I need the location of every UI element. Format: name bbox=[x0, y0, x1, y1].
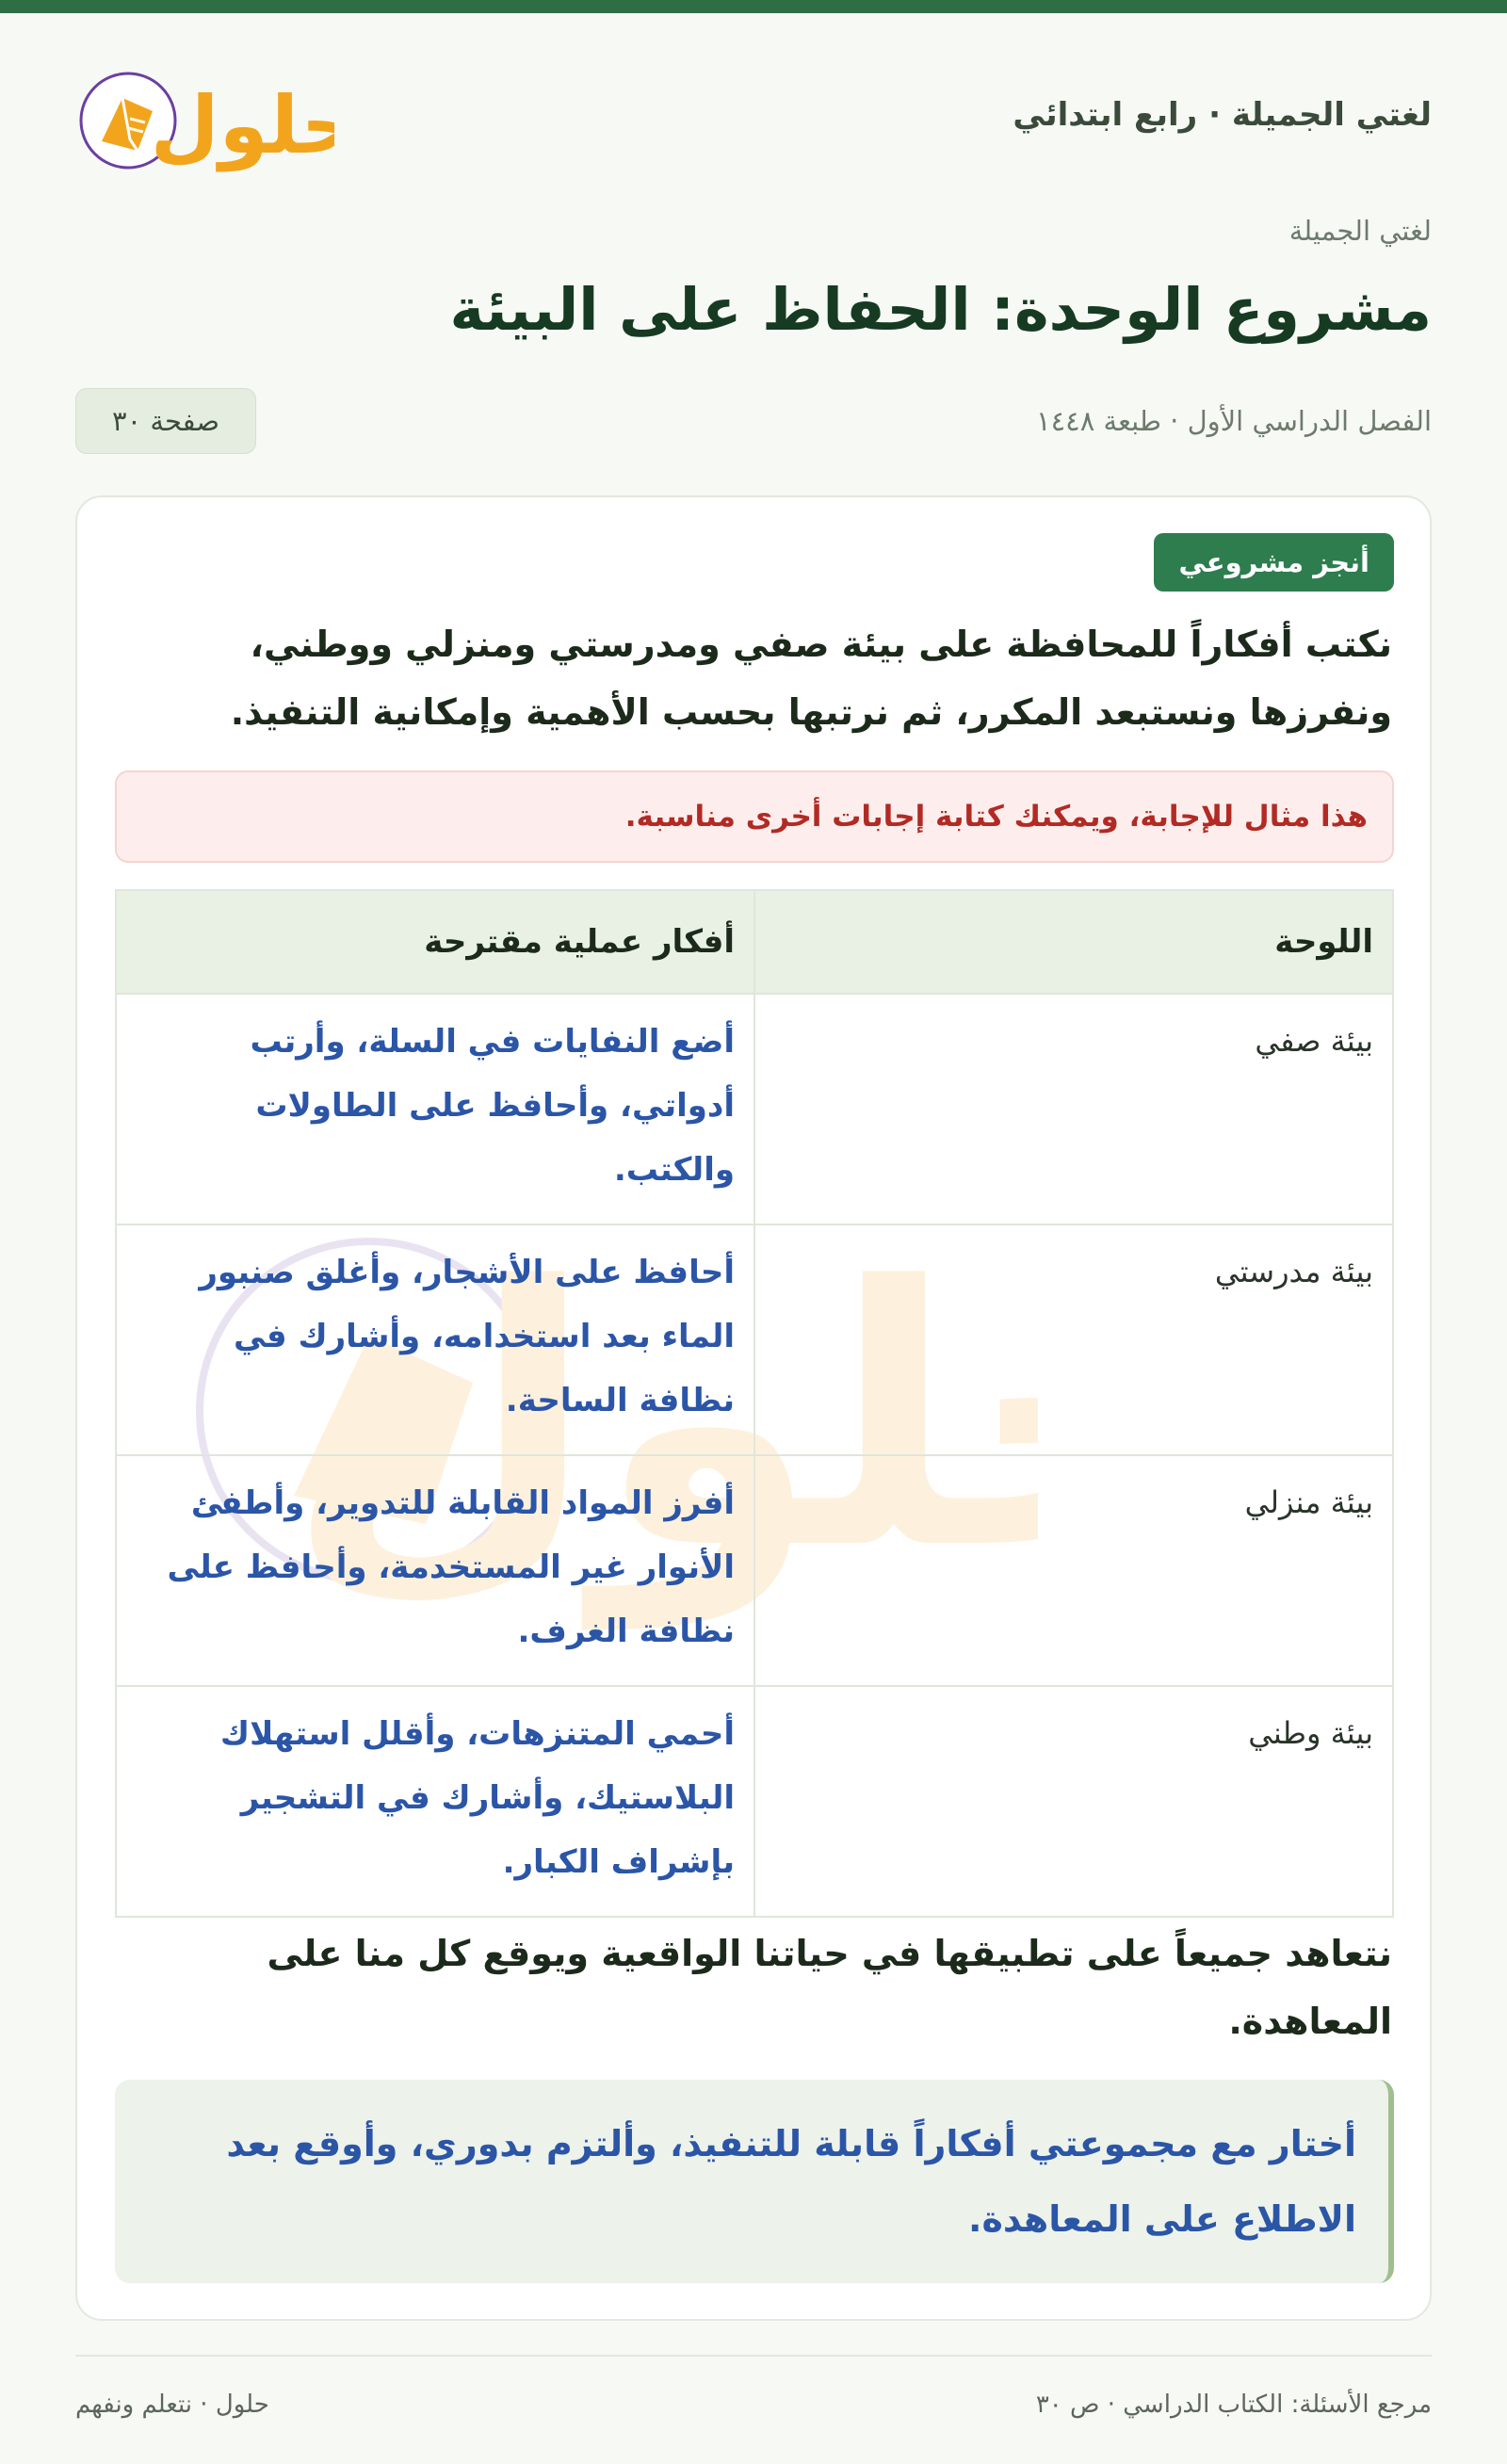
idea-text: أحمي المتنزهات، وأقلل استهلاك البلاستيك، وأشارك في التشجير بإشراف الكبار. bbox=[219, 1715, 735, 1881]
idea-text: أحافظ على الأشجار، وأغلق صنبور الماء بعد استخدامه، وأشارك في نظافة الساحة. bbox=[199, 1254, 735, 1419]
edition-meta: الفصل الدراسي الأول · طبعة ١٤٤٨ bbox=[1036, 405, 1432, 437]
column-header-board: اللوحة bbox=[754, 890, 1393, 994]
ideas-table bbox=[115, 889, 1394, 1918]
breadcrumb[interactable]: لغتي الجميلة bbox=[1288, 215, 1432, 247]
pledge-text: نتعاهد جميعاً على تطبيقها في حياتنا الواقعية ويوقع كل منا على المعاهدة. bbox=[267, 1933, 1392, 2042]
board-cell bbox=[754, 1224, 1393, 1455]
footer-divider bbox=[75, 2355, 1432, 2357]
watermark-text: لول bbox=[285, 1210, 967, 1628]
idea-text: أضع النفايات في السلة، وأرتب أدواتي، وأحافظ على الطاولات والكتب. bbox=[250, 1023, 735, 1189]
footer-tagline: حلول · نتعلم ونفهم bbox=[75, 2391, 269, 2419]
board-cell bbox=[754, 1455, 1393, 1686]
table-row bbox=[116, 1686, 1393, 1917]
group-note: أختار مع مجموعتي أفكاراً قابلة للتنفيذ، وألتزم بدوري، وأوقع بعد الاطلاع على المعاهدة. bbox=[115, 2080, 1394, 2283]
top-accent-bar bbox=[0, 0, 1507, 13]
footer-reference: مرجع الأسئلة: الكتاب الدراسي · ص ٣٠ bbox=[1035, 2391, 1432, 2419]
page-title: مشروع الوحدة: الحفاظ على البيئة bbox=[449, 275, 1432, 344]
page-header bbox=[75, 58, 1432, 181]
project-instructions: نكتب أفكاراً للمحافظة على بيئة صفي ومدرستي ومنزلي ووطني، ونفرزها ونستبعد المكرر، ثم نرتبها بحسب الأهمية وإمكانية التنفيذ. bbox=[230, 624, 1392, 733]
board-label: بيئة وطني bbox=[1248, 1715, 1373, 1751]
table-header-row bbox=[116, 890, 1393, 994]
board-label: بيئة منزلي bbox=[1244, 1484, 1373, 1520]
brand-logo[interactable] bbox=[75, 66, 334, 179]
project-chip: أنجز مشروعي bbox=[1154, 533, 1394, 592]
table-row bbox=[116, 1455, 1393, 1686]
idea-cell bbox=[116, 1686, 754, 1917]
board-cell bbox=[754, 1686, 1393, 1917]
brand-logo-text: حلول bbox=[150, 79, 334, 171]
page-number-badge: صفحة ٣٠ bbox=[75, 388, 256, 454]
column-header-ideas: أفكار عملية مقترحة bbox=[116, 890, 754, 994]
idea-cell bbox=[116, 1455, 754, 1686]
idea-cell bbox=[116, 1224, 754, 1455]
table-row bbox=[116, 994, 1393, 1224]
example-answer-alert: هذا مثال للإجابة، ويمكنك كتابة إجابات أخرى مناسبة. bbox=[115, 770, 1394, 863]
idea-cell bbox=[116, 994, 754, 1224]
idea-text: أفرز المواد القابلة للتدوير، وأطفئ الأنوار غير المستخدمة، وأحافظ على نظافة الغرف. bbox=[167, 1484, 735, 1650]
board-cell bbox=[754, 994, 1393, 1224]
table-row bbox=[116, 1224, 1393, 1455]
project-card bbox=[75, 495, 1432, 2321]
subject-grade-title: لغتي الجميلة · رابع ابتدائي bbox=[1013, 96, 1432, 134]
board-label: بيئة صفي bbox=[1255, 1023, 1373, 1059]
board-label: بيئة مدرستي bbox=[1214, 1254, 1373, 1289]
